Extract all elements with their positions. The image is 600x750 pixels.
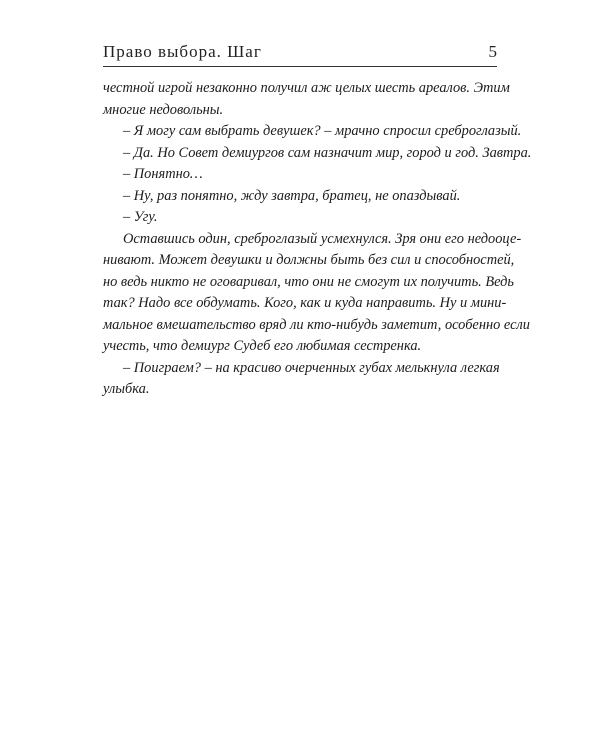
text-line: так? Надо все обдумать. Кого, как и куда направить. Ну и мини- bbox=[103, 295, 507, 311]
running-head bbox=[103, 42, 497, 66]
dialogue-line: – Я могу сам выбрать девушек? – мрачно спросил среброглазый. bbox=[123, 123, 522, 139]
text-line: многие недовольны. bbox=[103, 101, 224, 118]
text-line: но ведь никто не оговаривал, что они не смогут их получить. Ведь bbox=[103, 273, 514, 290]
text-line: честной игрой незаконно получил аж целых шесть ареалов. Этим bbox=[103, 80, 510, 96]
text-line: Оставшись один, среброглазый усмехнулся. Зря они его недооце- bbox=[123, 230, 522, 247]
page-number: 5 bbox=[488, 42, 497, 61]
text-line: улыбка. bbox=[103, 381, 150, 397]
dialogue-line: – Ну, раз понятно, жду завтра, братец, не опаздывай. bbox=[123, 187, 461, 204]
text-line: учесть, что демиург Судеб его любимая сестренка. bbox=[103, 338, 422, 354]
dialogue-line: – Угу. bbox=[123, 209, 158, 225]
text-line: нивают. Может девушки и должны быть без сил и способностей, bbox=[103, 252, 515, 268]
header-rule bbox=[103, 66, 497, 67]
dialogue-line: – Понятно… bbox=[123, 166, 203, 182]
dialogue-line: – Поиграем? – на красиво очерченных губах мелькнула легкая bbox=[123, 359, 500, 376]
dialogue-line: – Да. Но Совет демиургов сам назначит мир, город и год. Завтра. bbox=[123, 144, 532, 161]
running-title: Право выбора. Шаг bbox=[103, 42, 262, 61]
text-line: мальное вмешательство вряд ли кто-нибудь заметит, особенно если bbox=[103, 316, 530, 333]
body-text bbox=[103, 78, 532, 401]
